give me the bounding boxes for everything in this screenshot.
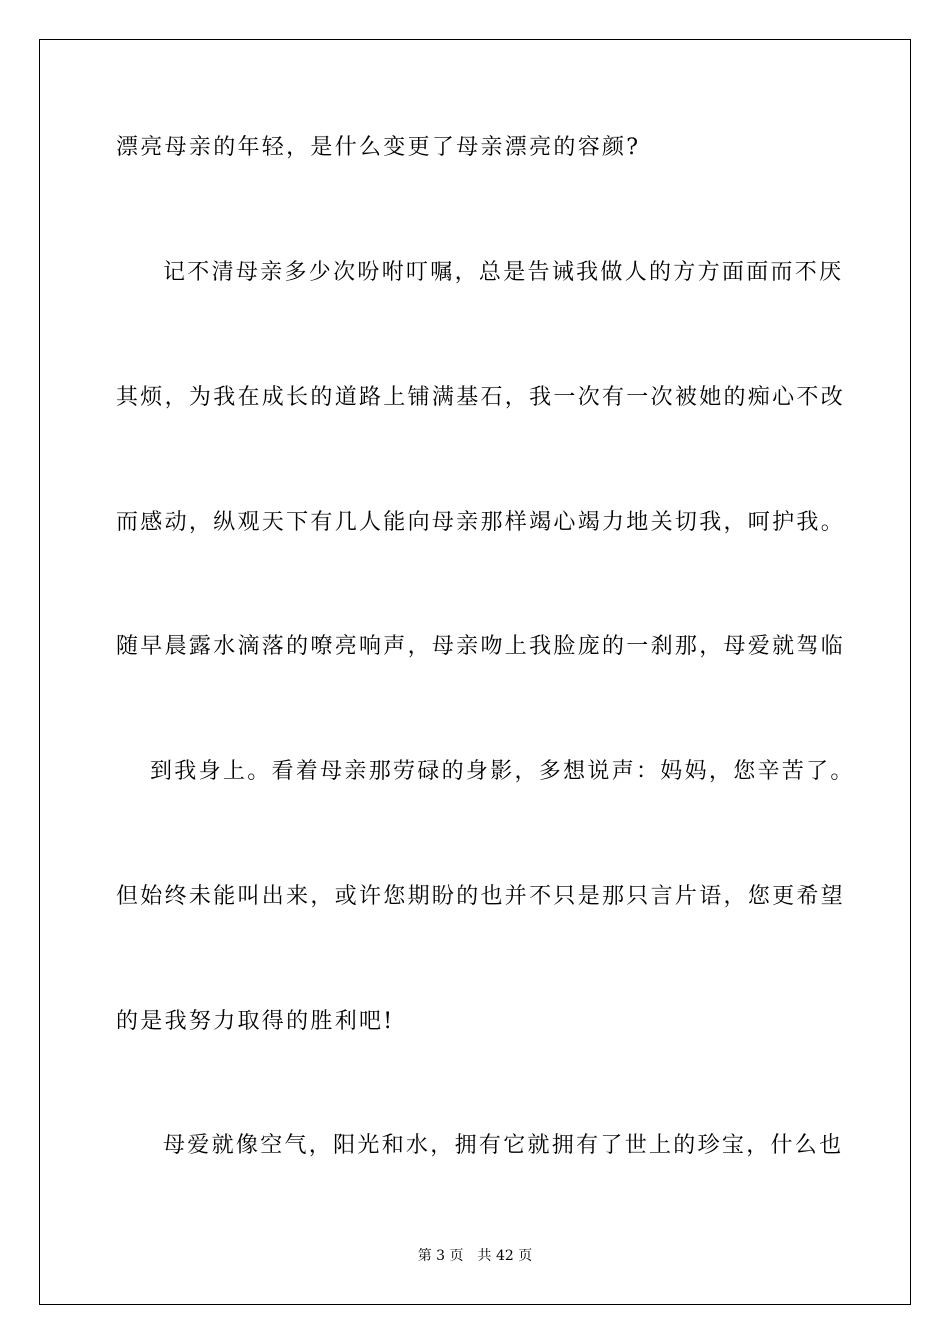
paragraph-start-line: 记不清母亲多少次吩咐叮嘱，总是告诫我做人的方方面面而不厌 [163,260,844,285]
text-line: 的是我努力取得的胜利吧! [116,1009,395,1034]
text-line: 而感动，纵观天下有几人能向母亲那样竭心竭力地关切我，呵护我。 [116,510,846,535]
text-line: 但始终未能叫出来，或许您期盼的也并不只是那只言片语，您更希望 [116,884,846,909]
text-line: 其烦，为我在成长的道路上铺满基石，我一次有一次被她的痴心不改 [116,385,846,410]
page-border [39,39,911,1305]
text-line: 随早晨露水滴落的嘹亮响声，母亲吻上我脸庞的一刹那，母爱就驾临 [116,634,846,659]
paragraph-start-line: 母爱就像空气，阳光和水，拥有它就拥有了世上的珍宝，什么也 [163,1133,844,1158]
text-line: 到我身上。看着母亲那劳碌的身影，多想说声：妈妈，您辛苦了。 [150,759,855,784]
page-number-footer: 第 3 页 共 42 页 [417,1248,533,1264]
text-line: 漂亮母亲的年轻，是什么变更了母亲漂亮的容颜? [116,135,641,160]
